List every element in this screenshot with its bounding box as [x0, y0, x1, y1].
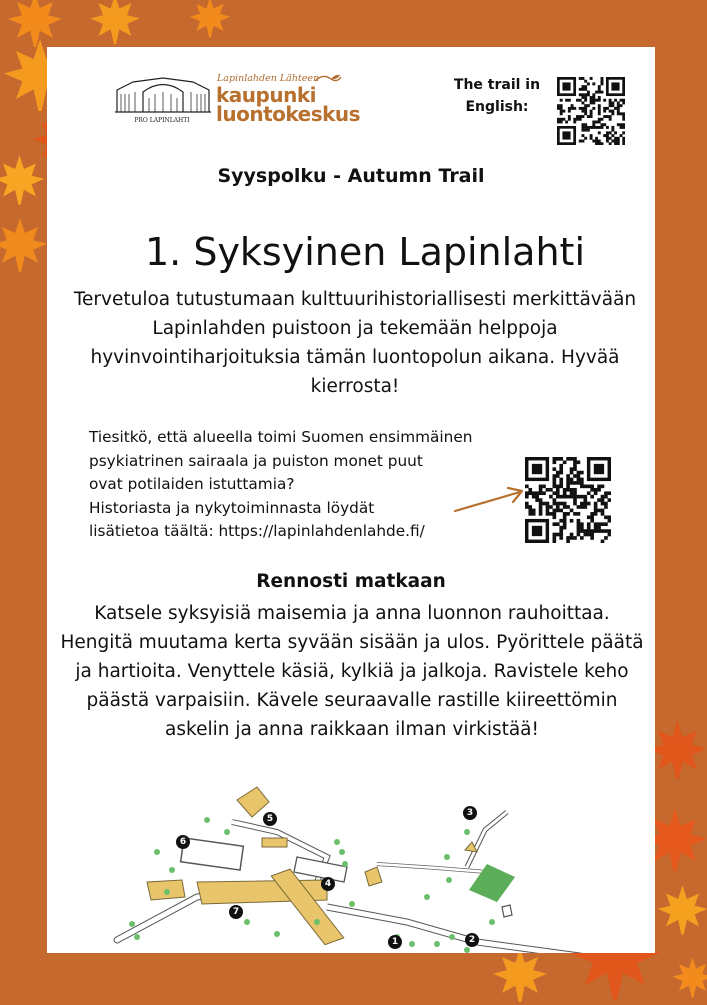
fact-line: psykiatrinen sairaala ja puiston monet puut [89, 451, 423, 470]
map-marker-5: 5 [263, 812, 277, 826]
logo-kaupunki-text: kaupunki [216, 83, 316, 107]
fact-line: Historiasta ja nykytoiminnasta löydät [89, 498, 375, 517]
english-trail-label [447, 74, 547, 118]
maple-leaf-icon [480, 945, 560, 1005]
arrow-right-icon [452, 485, 527, 515]
maple-leaf-icon [75, 0, 155, 47]
english-label-line1: The trail in [453, 77, 541, 93]
trail-title: Syyspolku - Autumn Trail [217, 165, 485, 187]
website-qr-code[interactable] [525, 457, 611, 543]
maple-leaf-icon [0, 150, 47, 210]
map-marker-7: 7 [229, 905, 243, 919]
leaf-swirl-icon [313, 73, 343, 85]
relax-text: Katsele syksyisiä maisemia ja anna luonnon rauhoittaa. Hengitä muutama kerta syvään sisään ja ulos. Pyörittele päätä ja hartioita. Venyttele käsiä, kylkiä ja jalkoja. Ravistele keho päästä varpaisiin. Kävele seuraavalle rastille kiireettömin askelin ja anna raikkaan ilman virkistää! [60, 603, 644, 740]
maple-leaf-icon [0, 210, 50, 280]
map-marker-2: 2 [465, 933, 479, 947]
pro-lapinlahti-text: PRO LAPINLAHTI [134, 117, 190, 124]
logo-script-text: Lapinlahden Lähteen [217, 73, 320, 84]
map-marker-3: 3 [463, 806, 477, 820]
building-sketch-icon [113, 72, 213, 117]
content-card [47, 47, 655, 953]
map-marker-4: 4 [321, 877, 335, 891]
fact-line: Tiesitkö, että alueella toimi Suomen ensimmäinen [89, 428, 473, 446]
fact-link-line[interactable]: lisätietoa täältä: https://lapinlahdenlahde.fi/ [89, 522, 425, 540]
station-title: 1. Syksyinen Lapinlahti [144, 230, 586, 274]
map-marker-1: 1 [388, 935, 402, 949]
map-marker-6: 6 [176, 835, 190, 849]
fact-line: ovat potilaiden istuttamia? [89, 475, 295, 493]
relax-title: Rennosti matkaan [256, 571, 446, 592]
english-trail-qr-code[interactable] [557, 77, 625, 145]
intro-text: Tervetuloa tutustumaan kulttuurihistoriallisesti merkittävään Lapinlahden puistoon ja tekemään helppoja hyvinvointiharjoituksia tämän luontopolun aikana. Hyvää kierrosta! [73, 289, 637, 397]
logo-luontokeskus-text: luontokeskus [216, 102, 361, 126]
map-markers [47, 772, 655, 953]
maple-leaf-icon [175, 0, 245, 40]
maple-leaf-icon [670, 950, 707, 1005]
english-label-line2: English: [465, 99, 529, 115]
